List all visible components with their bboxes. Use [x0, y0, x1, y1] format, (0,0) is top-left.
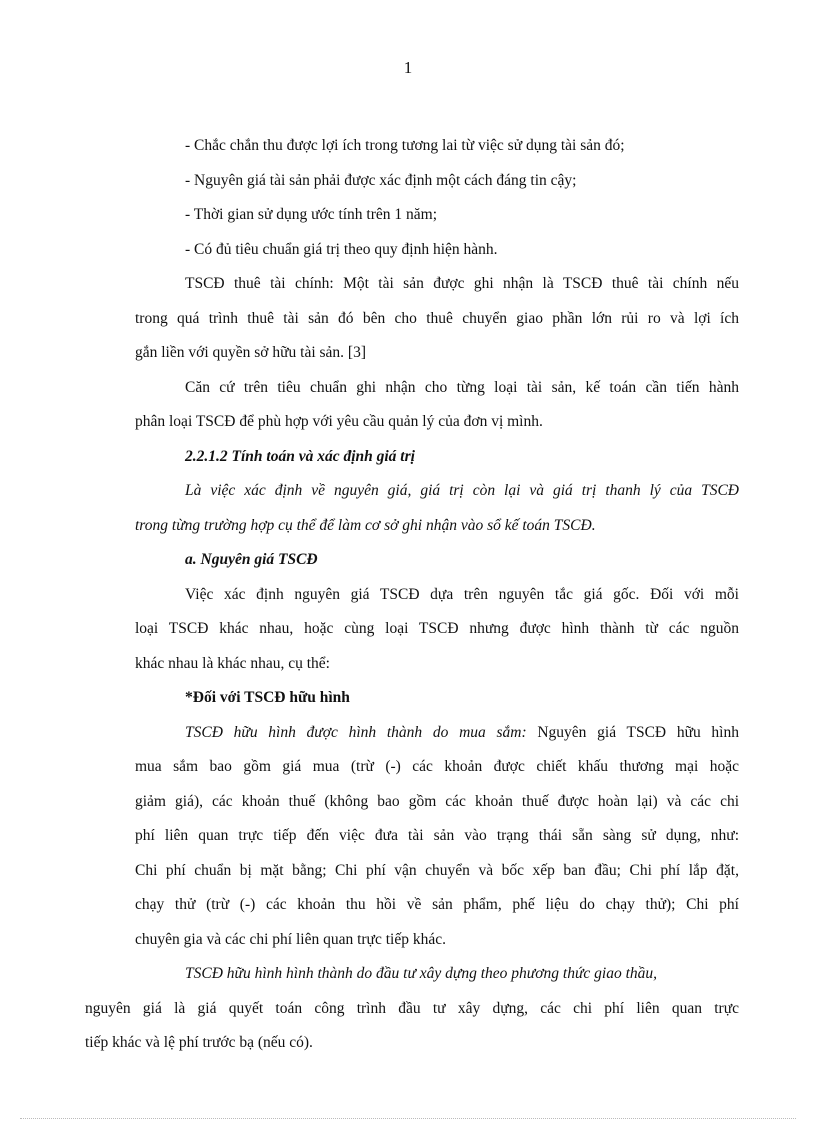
paragraph-line: chạy thử (trừ (-) các khoản thu hồi về sản phẩm, phế liệu do chạy thử); Chi phí: [135, 896, 739, 913]
page-bottom-rule: [20, 1118, 796, 1119]
paragraph-line: tiếp khác và lệ phí trước bạ (nếu có).: [85, 1034, 313, 1051]
bullet-item: - Thời gian sử dụng ước tính trên 1 năm;: [185, 206, 438, 223]
paragraph-line: chuyên gia và các chi phí liên quan trực tiếp khác.: [135, 930, 446, 948]
paragraph-line: mua sắm bao gồm giá mua (trừ (-) các khoản được chiết khấu thương mại hoặc: [135, 758, 739, 775]
paragraph-line: phí liên quan trực tiếp đến việc đưa tài sản vào trạng thái sẵn sàng sử dụng, như:: [135, 827, 739, 844]
paragraph-line: Việc xác định nguyên giá TSCĐ dựa trên nguyên tắc giá gốc. Đối với mỗi: [185, 585, 739, 603]
paragraph-lead: TSCĐ hữu hình được hình thành do mua sắm:: [185, 723, 527, 741]
bullet-item: - Nguyên giá tài sản phải được xác định một cách đáng tin cậy;: [185, 171, 577, 189]
paragraph-line: loại TSCĐ khác nhau, hoặc cùng loại TSCĐ nhưng được hình thành từ các nguồn: [135, 620, 739, 637]
paragraph-line: Là việc xác định về nguyên giá, giá trị còn lại và giá trị thanh lý của TSCĐ: [185, 482, 739, 499]
paragraph-line: trong quá trình thuê tài sản đó bên cho thuê chuyển giao phần lớn rủi ro và lợi ích: [135, 309, 739, 327]
section-heading: 2.2.1.2 Tính toán và xác định giá trị: [185, 447, 415, 465]
paragraph-text: Nguyên giá TSCĐ hữu hình: [526, 723, 739, 741]
paragraph-line: TSCĐ thuê tài chính: Một tài sản được ghi nhận là TSCĐ thuê tài chính nếu: [185, 275, 739, 292]
paragraph-line: trong từng trường hợp cụ thể để làm cơ sở ghi nhận vào sổ kế toán TSCĐ.: [135, 516, 596, 534]
paragraph-line: Căn cứ trên tiêu chuẩn ghi nhận cho từng loại tài sản, kế toán cần tiến hành: [185, 378, 739, 396]
subsection-heading: a. Nguyên giá TSCĐ: [185, 551, 318, 568]
paragraph-line: phân loại TSCĐ để phù hợp với yêu cầu quản lý của đơn vị mình.: [135, 413, 543, 430]
subsection-heading: *Đối với TSCĐ hữu hình: [185, 689, 350, 706]
paragraph-line: TSCĐ hữu hình hình thành do đầu tư xây dựng theo phương thức giao thầu,: [185, 965, 658, 982]
document-body: [85, 134, 739, 1066]
paragraph-line: Chi phí chuẩn bị mặt bằng; Chi phí vận chuyển và bốc xếp ban đầu; Chi phí lắp đặt,: [135, 861, 739, 879]
page-number: 1: [403, 58, 413, 77]
paragraph-line: [135, 721, 739, 756]
bullet-item: - Chắc chắn thu được lợi ích trong tương lai từ việc sử dụng tài sản đó;: [185, 137, 625, 154]
bullet-item: - Có đủ tiêu chuẩn giá trị theo quy định hiện hành.: [185, 240, 498, 258]
paragraph-line: nguyên giá là giá quyết toán công trình đầu tư xây dựng, các chi phí liên quan trực: [85, 999, 739, 1017]
paragraph-line: khác nhau là khác nhau, cụ thể:: [135, 654, 330, 672]
paragraph-line: gắn liền với quyền sở hữu tài sản. [3]: [135, 344, 366, 361]
paragraph-line: giảm giá), các khoản thuế (không bao gồm các khoản thuế được hoàn lại) và các chi: [135, 792, 739, 810]
